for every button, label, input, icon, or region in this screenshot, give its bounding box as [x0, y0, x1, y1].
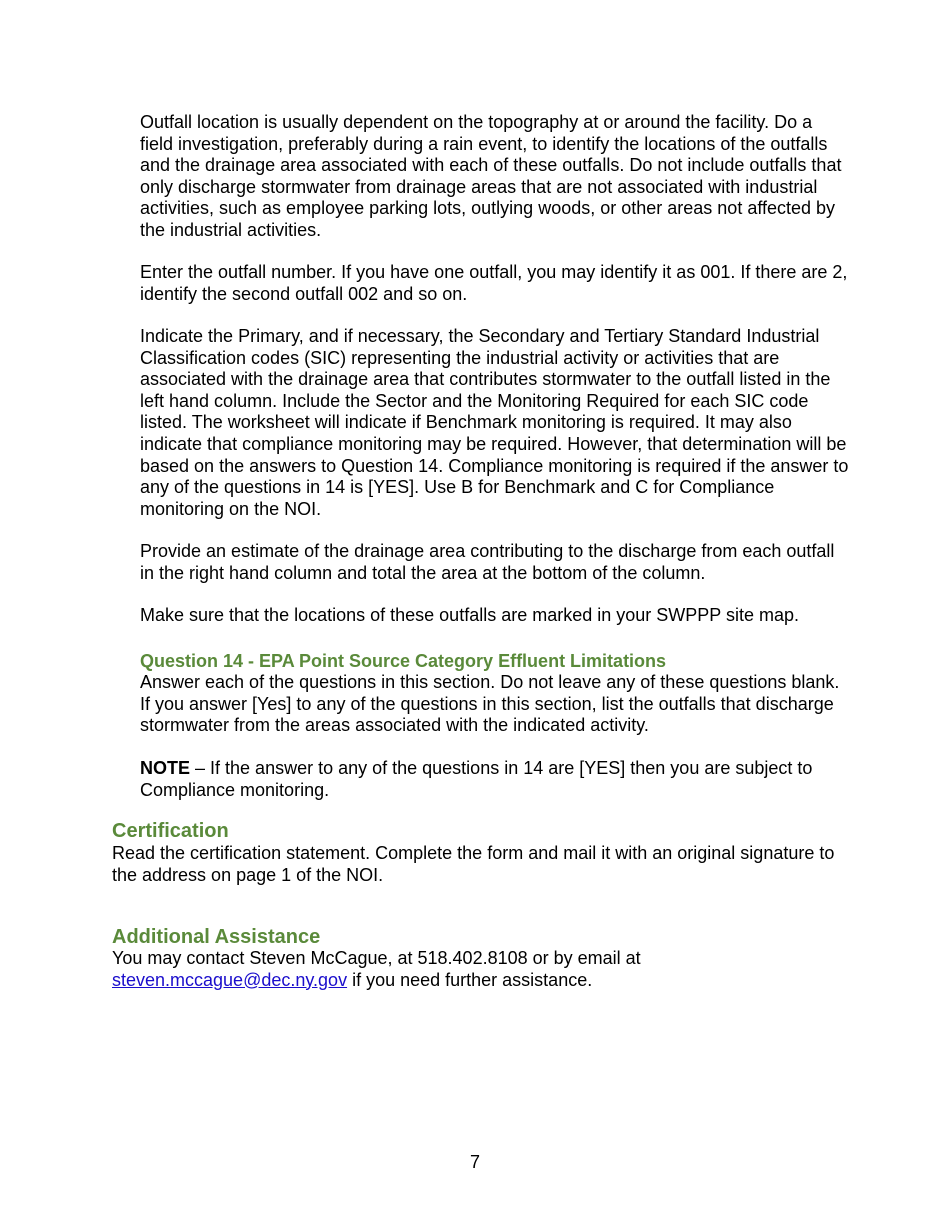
- assistance-body: [112, 948, 850, 991]
- compliance-note: [140, 758, 850, 801]
- outfall-number-paragraph: Enter the outfall number. If you have one outfall, you may identify it as 001. If there are 2, identify the second outfall 002 and so on.: [140, 262, 848, 304]
- drainage-area-paragraph: Provide an estimate of the drainage area contributing to the discharge from each outfall in the right hand column and total the area at the bottom of the column.: [140, 541, 835, 583]
- sic-codes-paragraph: Indicate the Primary, and if necessary, the Secondary and Tertiary Standard Industrial Classification codes (SIC) representing the industrial activity or activities that are associated with the drainage area that contributes stormwater to the outfall listed in the left hand column. Include the Sector and the Monitoring Required for each SIC code listed. The worksheet will indicate if Benchmark monitoring is required. It may also indicate that compliance monitoring may be required. However, that determination will be based on the answers to Question 14. Compliance monitoring is required if the answer to any of the questions in 14 is [YES]. Use B for Benchmark and C for Compliance monitoring on the NOI.: [140, 326, 849, 519]
- outfall-location-paragraph: Outfall location is usually dependent on the topography at or around the facility. Do a field investigation, preferably during a rain event, to identify the locations of the outfalls and the drainage area associated with each of these outfalls. Do not include outfalls that only discharge stormwater from drainage areas that are not associated with industrial activities, such as employee parking lots, outlying woods, or other areas not affected by the industrial activities.: [140, 112, 842, 240]
- assistance-contact-text: You may contact Steven McCague, at 518.402.8108 or by email at: [112, 948, 641, 968]
- page-number: 7: [469, 1152, 480, 1172]
- contact-email-link[interactable]: steven.mccague@dec.ny.gov: [112, 969, 348, 990]
- question14-body: Answer each of the questions in this section. Do not leave any of these questions blank. If you answer [Yes] to any of the questions in this section, list the outfalls that discharge stormwater from the areas associated with the indicated activity.: [140, 672, 840, 736]
- note-label: NOTE: [140, 758, 191, 778]
- certification-body: Read the certification statement. Complete the form and mail it with an original signature to the address on page 1 of the NOI.: [112, 843, 835, 885]
- note-text: – If the answer to any of the questions in 14 are [YES] then you are subject to Compliance monitoring.: [140, 758, 813, 800]
- assistance-suffix-text: if you need further assistance.: [347, 969, 593, 990]
- additional-assistance-heading: Additional Assistance: [112, 926, 321, 948]
- question14-heading: Question 14 - EPA Point Source Category Effluent Limitations: [140, 651, 667, 671]
- certification-heading: Certification: [112, 820, 229, 842]
- site-map-paragraph: Make sure that the locations of these outfalls are marked in your SWPPP site map.: [140, 605, 799, 625]
